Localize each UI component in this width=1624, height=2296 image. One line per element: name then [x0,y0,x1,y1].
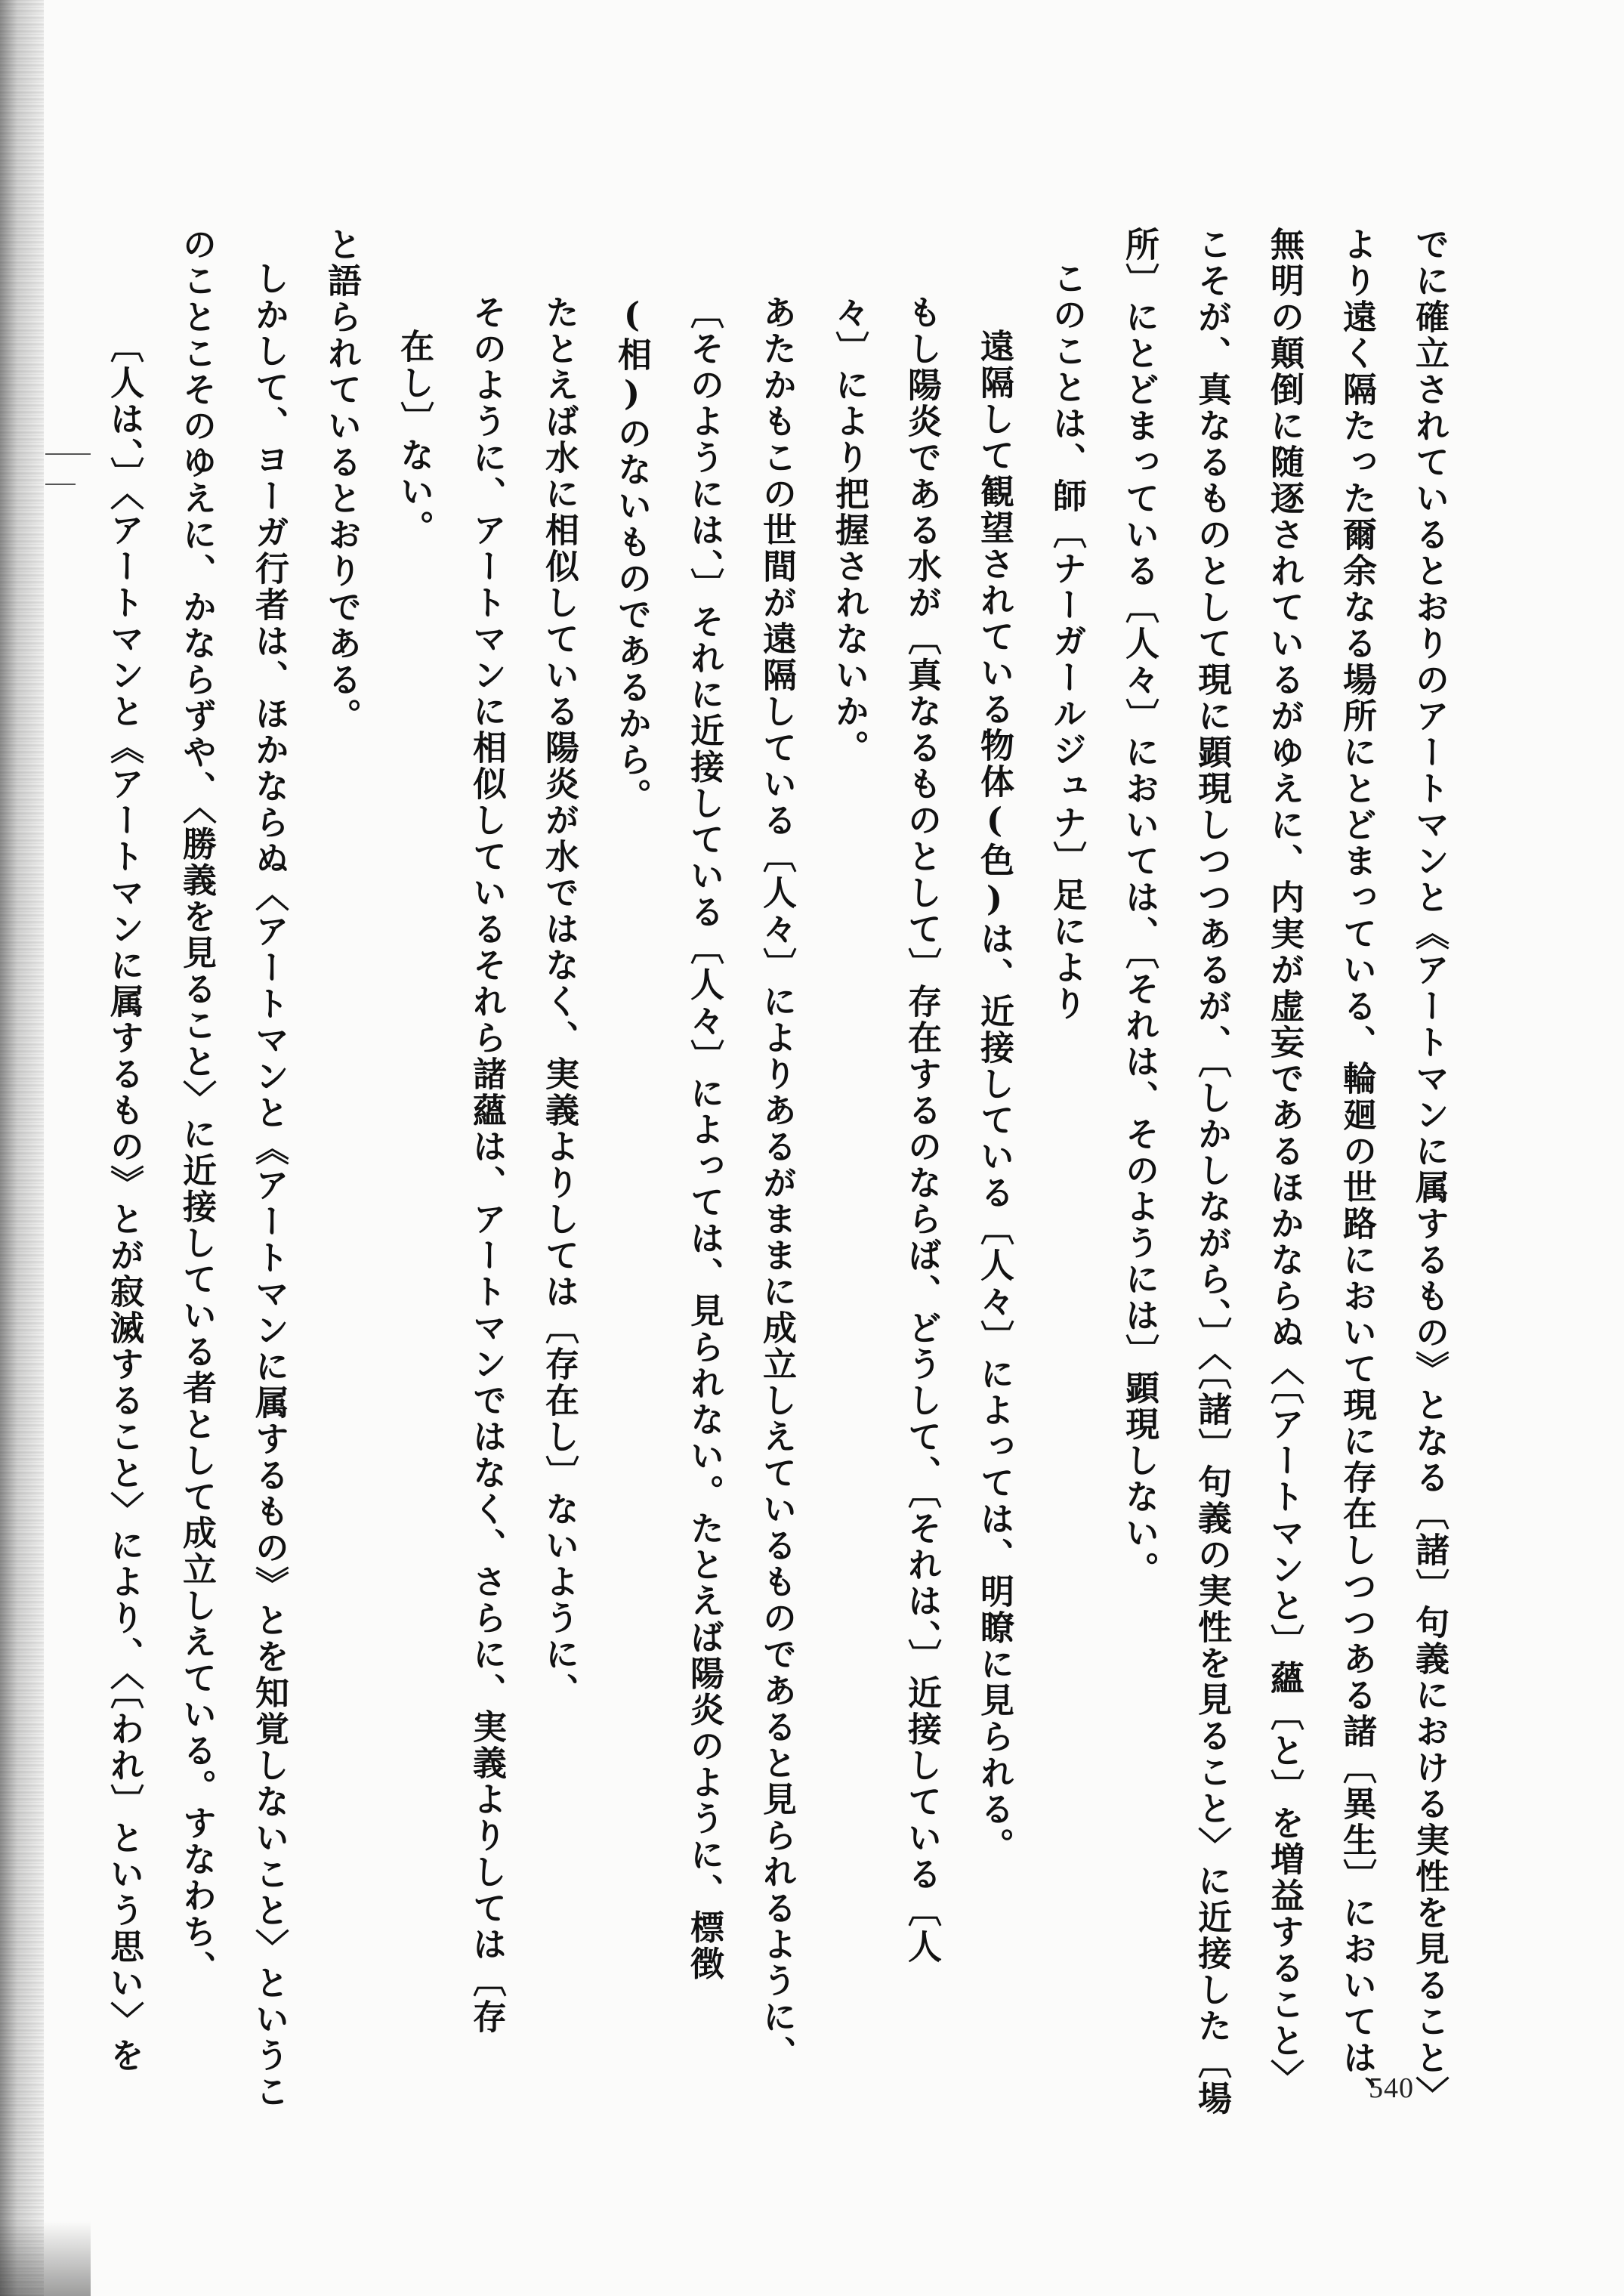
verse-line: あたかもこの世間が遠隔している〔人々〕によりあるがままに成立しえているものであると見られるように、 [757,295,797,2072]
text-line: のことこそのゆえに、かならずや、〈勝義を見ること〉に近接している者として成立しえている。すなわち、 [177,227,217,1987]
text-line: でに確立されているとおりのアートマンと《アートマンに属するもの》となる〔諸〕句義における実性を見ること〉 [1409,227,1450,2112]
verse-line: もし陽炎である水が〔真なるものとして〕存在するのならば、どうして、〔それは、〕近接している〔人 [902,295,942,1965]
text-line: しかして、ヨーガ行者は、ほかならぬ〈アートマンと《アートマンに属するもの》とを知覚しないこと〉というこ [249,261,289,2110]
text-line: 所〕にとどまっている〔人々〕においては、〔それは、そのようには〕顕現しない。 [1119,227,1159,1588]
binding-edge-shadow [0,0,44,2296]
verse-line: 在し〕ない。 [394,329,434,546]
page-number: 540 [1369,2072,1414,2104]
text-line: より遠く隔たった爾余なる場所にとどまっている、輪廻の世路において現に存在しつつある諸〔異生〕においては、 [1337,227,1377,2112]
scan-corner-shadow [0,2221,91,2296]
edge-rule [45,453,91,455]
verse-line: たとえば水に相似している陽炎が水ではなく、実義よりしては〔存在し〕ないように、 [539,295,579,1709]
verse-line: 〔そのようには、〕それに近接している〔人々〕によっては、見られない。たとえば陽炎のように、標徴 [684,295,724,1982]
text-line: 無明の顛倒に随逐されているがゆえに、内実が虚妄であるほかならぬ〈〔アートマンと〕蘊〔と〕を増益すること〉 [1264,227,1304,2096]
text-line: こそが、真なるものとして現に顕現しつつあるが、〔しかしながら、〕〈〔諸〕句義の実性を見ること〉に近接した〔場 [1192,227,1232,2117]
text-line: と語られているとおりである。 [322,227,362,734]
verse-line: そのように、アートマンに相似しているそれら諸蘊は、アートマンではなく、さらに、実義よりしては〔存 [467,295,507,2035]
verse-line: 々〕により把握されないか。 [829,295,869,766]
text-line: このことは、師〔ナーガールジュナ〕足により [1047,261,1087,1022]
verse-line: (相)のないものであるから。 [612,295,652,814]
verse-line: 遠隔して観望されている物体(色)は、近接している〔人々〕によっては、明瞭に見られる。 [974,329,1014,1864]
edge-rule [45,484,76,485]
text-line: 〔人は、〕〈アートマンと《アートマンに属するもの》とが寂滅すること〉により、〈〔われ〕という思い〉を [104,329,144,2074]
